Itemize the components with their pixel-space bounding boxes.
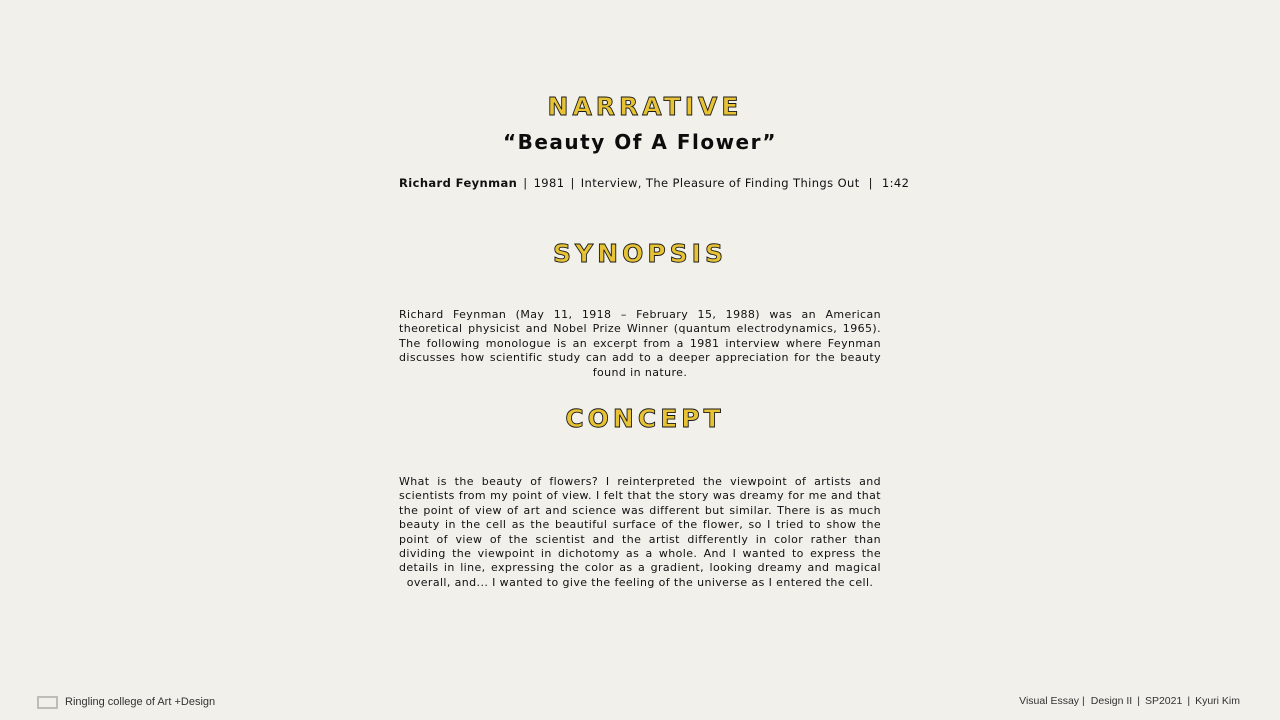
- institution-name: Ringling college of Art +Design: [65, 696, 216, 708]
- footer-info: [1019, 695, 1240, 707]
- footer-author: Kyuri Kim: [1195, 695, 1240, 707]
- narrative-heading: NARRATIVE: [547, 92, 743, 121]
- logo-box-icon: [37, 696, 58, 709]
- title: “Beauty Of A Flower”: [502, 130, 778, 154]
- footer-course: Design II: [1090, 695, 1133, 707]
- separator: |: [1082, 695, 1085, 707]
- credits-author: Richard Feynman: [399, 176, 518, 190]
- separator: |: [1137, 695, 1140, 707]
- credits-source: Interview, The Pleasure of Finding Things Out: [580, 176, 860, 190]
- separator: |: [868, 176, 873, 190]
- footer-institution: [37, 694, 215, 710]
- credits-year: 1981: [533, 176, 565, 190]
- synopsis-text: Richard Feynman (May 11, 1918 – February 15, 1988) was an American theoretical physicist and Nobel Prize Winner (quantum electrodynamics, 1965). The following monologue is an excerpt from a 1981 interview where Feynman discusses how scientific study can add to a deeper appreciation for the beauty found in nature.: [399, 308, 881, 379]
- separator: |: [523, 176, 528, 190]
- synopsis-heading: SYNOPSIS: [553, 239, 727, 268]
- separator: |: [1187, 695, 1191, 707]
- separator: |: [570, 176, 575, 190]
- concept-heading: CONCEPT: [565, 404, 725, 433]
- credits-duration: 1:42: [881, 176, 910, 190]
- footer-term: SP2021: [1144, 695, 1183, 707]
- footer-course-type: Visual Essay: [1019, 695, 1080, 707]
- concept-text: What is the beauty of flowers? I reinterpreted the viewpoint of artists and scientists from my point of view. I felt that the story was dreamy for me and that the point of view of art and science was different but similar. There is as much beauty in the cell as the beautiful surface of the flower, so I tried to show the point of view of the scientist and the artist differently in color rather than dividing the viewpoint in dichotomy as a whole. And I wanted to express the details in line, expressing the color as a gradient, looking dreamy and magical overall, and... I wanted to give the feeling of the universe as I entered the cell.: [399, 475, 881, 589]
- credits-line: [399, 176, 910, 190]
